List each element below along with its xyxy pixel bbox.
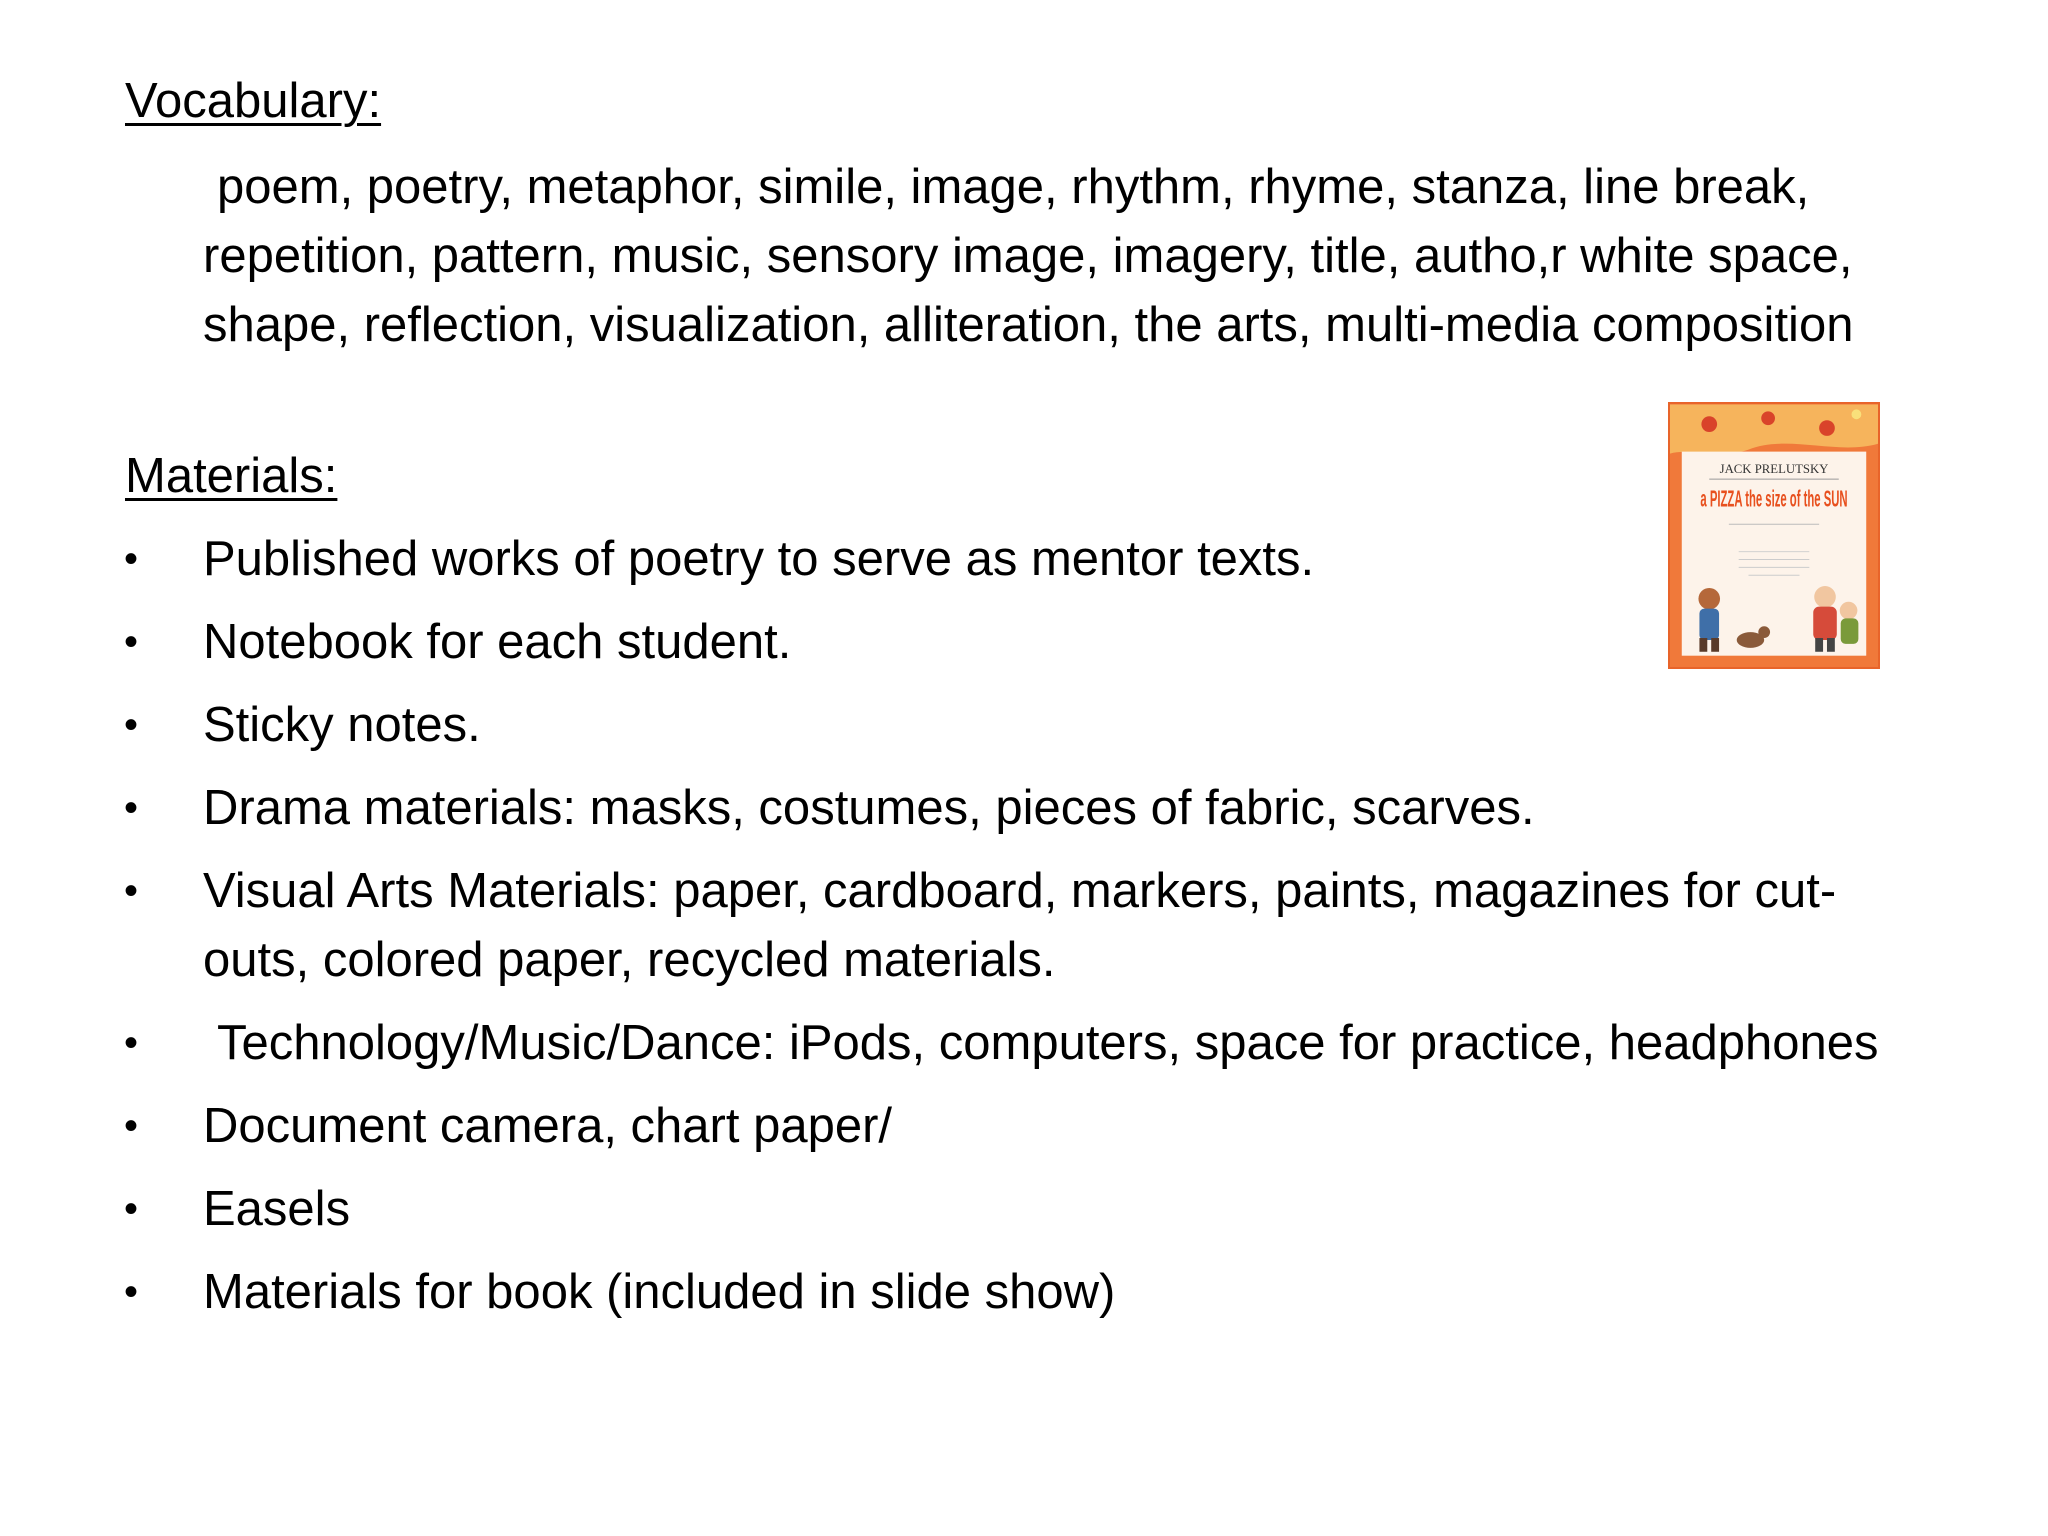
book-cover-illustration (1670, 404, 1878, 667)
bullet-icon: • (124, 537, 139, 581)
materials-list (0, 525, 1900, 1341)
materials-heading: Materials: (125, 449, 338, 503)
list-item (0, 608, 1900, 677)
bullet-icon: • (124, 1021, 139, 1065)
list-item (0, 691, 1900, 760)
list-item (0, 1258, 1900, 1327)
list-item-text: Drama materials: masks, costumes, pieces of fabric, scarves. (203, 781, 1535, 835)
list-item (0, 857, 1900, 995)
vocabulary-heading: Vocabulary: (125, 74, 382, 128)
bullet-icon: • (124, 703, 139, 747)
bullet-icon: • (124, 786, 139, 830)
cover-author: JACK PRELUTSKY (1719, 462, 1829, 477)
character-head (1698, 588, 1720, 610)
pepperoni-shape (1761, 411, 1775, 425)
list-item (0, 774, 1900, 843)
book-cover-image (1668, 402, 1880, 669)
list-item (0, 1009, 1900, 1078)
cheese-shape (1852, 409, 1862, 419)
pepperoni-shape (1819, 420, 1835, 436)
character-body (1699, 609, 1719, 640)
bullet-icon: • (124, 869, 139, 913)
pepperoni-shape (1701, 416, 1717, 432)
list-item-text: Sticky notes. (203, 698, 481, 752)
bullet-icon: • (124, 1187, 139, 1231)
bullet-icon: • (124, 1104, 139, 1148)
list-item-text: Materials for book (included in slide show) (203, 1265, 1116, 1319)
bullet-icon: • (124, 1270, 139, 1314)
character-body (1813, 607, 1837, 640)
cover-title: a PIZZA the size of the SUN (1700, 485, 1848, 512)
list-item-text: Visual Arts Materials: paper, cardboard, markers, paints, magazines for cut-outs, colored paper, recycled materials. (203, 864, 1837, 987)
character-head (1814, 586, 1836, 608)
list-item (0, 1092, 1900, 1161)
bullet-icon: • (124, 620, 139, 664)
list-item-text: Technology/Music/Dance: iPods, computers, space for practice, headphones (217, 1016, 1879, 1070)
list-item-text: Published works of poetry to serve as mentor texts. (203, 532, 1315, 586)
list-item (0, 1175, 1900, 1244)
list-item-text: Notebook for each student. (203, 615, 792, 669)
list-item-text: Easels (203, 1182, 351, 1236)
list-item (0, 525, 1900, 594)
vocabulary-text: poem, poetry, metaphor, simile, image, rhythm, rhyme, stanza, line break, repetition, pattern, music, sensory image, imagery, title, autho,r white space, shape, reflection, visualization, alliteration, the arts, multi-media composition (203, 160, 1854, 352)
list-item-text: Document camera, chart paper/ (203, 1099, 893, 1153)
